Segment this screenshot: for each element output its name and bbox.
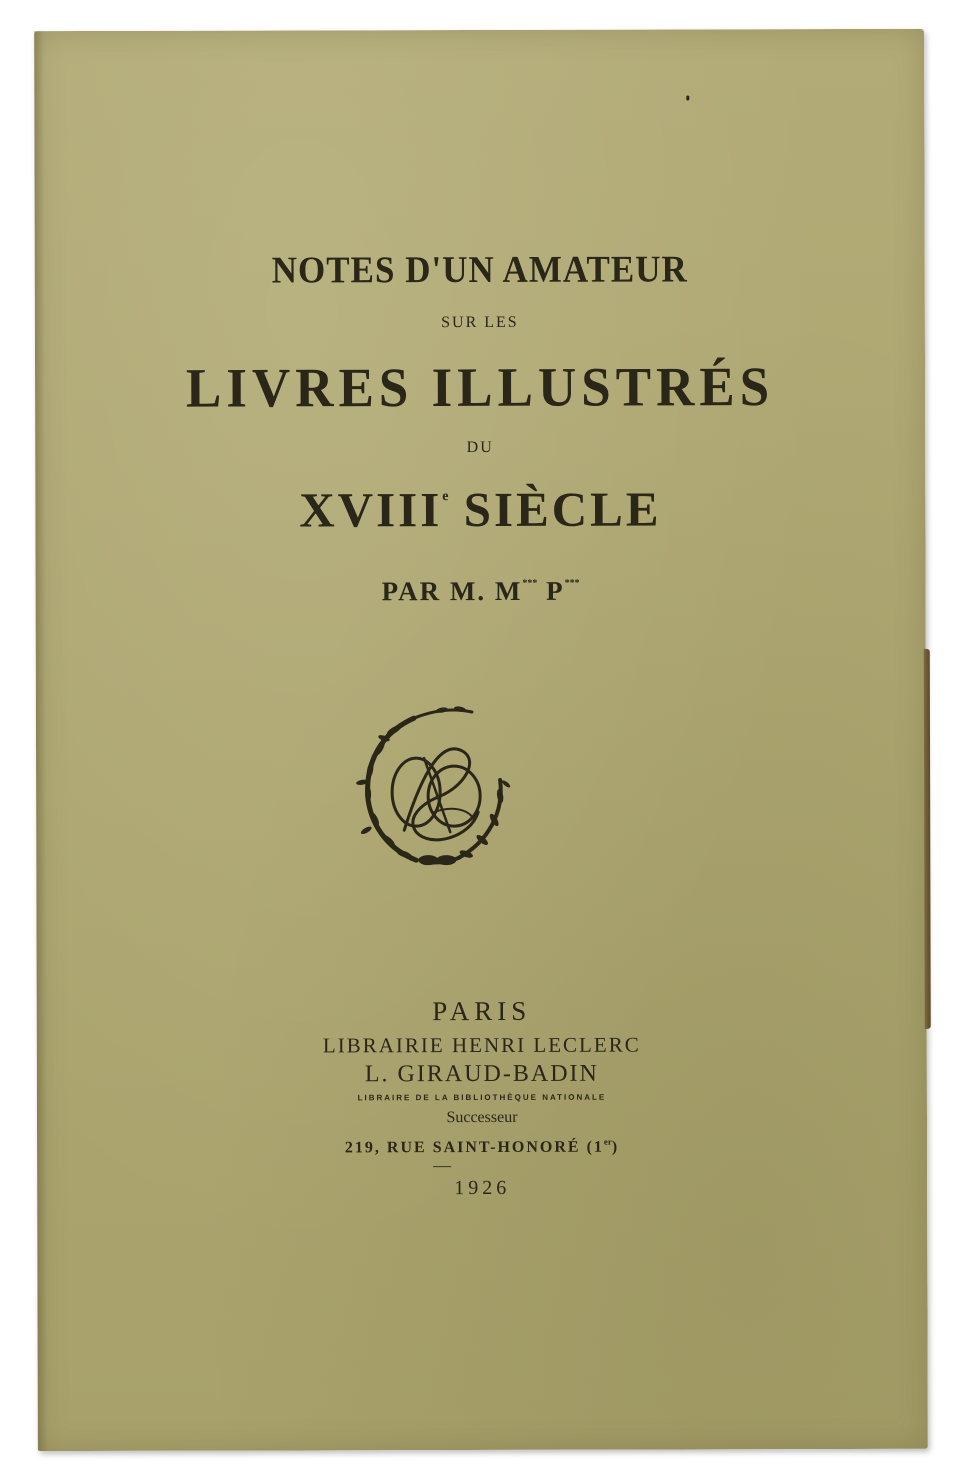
- author-mid: P: [537, 575, 565, 606]
- publisher-line-2: [37, 1061, 927, 1087]
- century-word: SIÈCLE: [448, 481, 662, 538]
- monogram-wreath-icon: [354, 700, 524, 870]
- successor-text: Successeur: [446, 1108, 518, 1127]
- title-text-1: NOTES D'UN AMATEUR: [271, 247, 688, 292]
- title-text-4: DU: [466, 438, 494, 457]
- publication-year: [37, 1177, 927, 1199]
- title-line-livres: [35, 356, 925, 420]
- title-line-du: [35, 439, 925, 457]
- city-text: PARIS: [432, 995, 532, 1027]
- publisher-city: [37, 997, 927, 1026]
- publisher-title: LIBRAIRE DE LA BIBLIOTHÈQUE NATIONALE: [357, 1092, 607, 1103]
- publisher-line-1: [37, 1034, 927, 1057]
- author-stars-2: ***: [564, 577, 580, 589]
- publisher-address: [37, 1137, 927, 1157]
- divider-rule: [433, 1166, 451, 1167]
- address-end: ): [611, 1138, 620, 1156]
- title-line-notes: [35, 247, 925, 292]
- author-line: [36, 577, 926, 606]
- year-text: 1926: [454, 1176, 511, 1200]
- title-line-sur-les: [35, 314, 925, 332]
- publisher-line-4: [37, 1109, 927, 1127]
- title-text-2: SUR LES: [441, 313, 519, 332]
- page-edge: [924, 649, 931, 1029]
- publisher-line-3: [37, 1093, 927, 1103]
- publisher-name-2: L. GIRAUD-BADIN: [364, 1060, 599, 1088]
- book-cover: [34, 29, 928, 1451]
- paper-fleck: [686, 95, 689, 100]
- title-line-century: [35, 481, 925, 538]
- century-superscript: e: [442, 489, 449, 505]
- title-text-3: LIVRES ILLUSTRÉS: [185, 356, 775, 420]
- address-superscript: er: [603, 1136, 612, 1147]
- author-stars-1: ***: [522, 577, 538, 589]
- publisher-name-1: LIBRAIRIE HENRI LECLERC: [322, 1032, 641, 1058]
- spine-shadow: [34, 31, 48, 1451]
- author-prefix: PAR M. M: [381, 575, 523, 607]
- century-roman: XVIII: [299, 482, 443, 538]
- address-main: 219, RUE SAINT-HONORÉ (1: [344, 1138, 604, 1157]
